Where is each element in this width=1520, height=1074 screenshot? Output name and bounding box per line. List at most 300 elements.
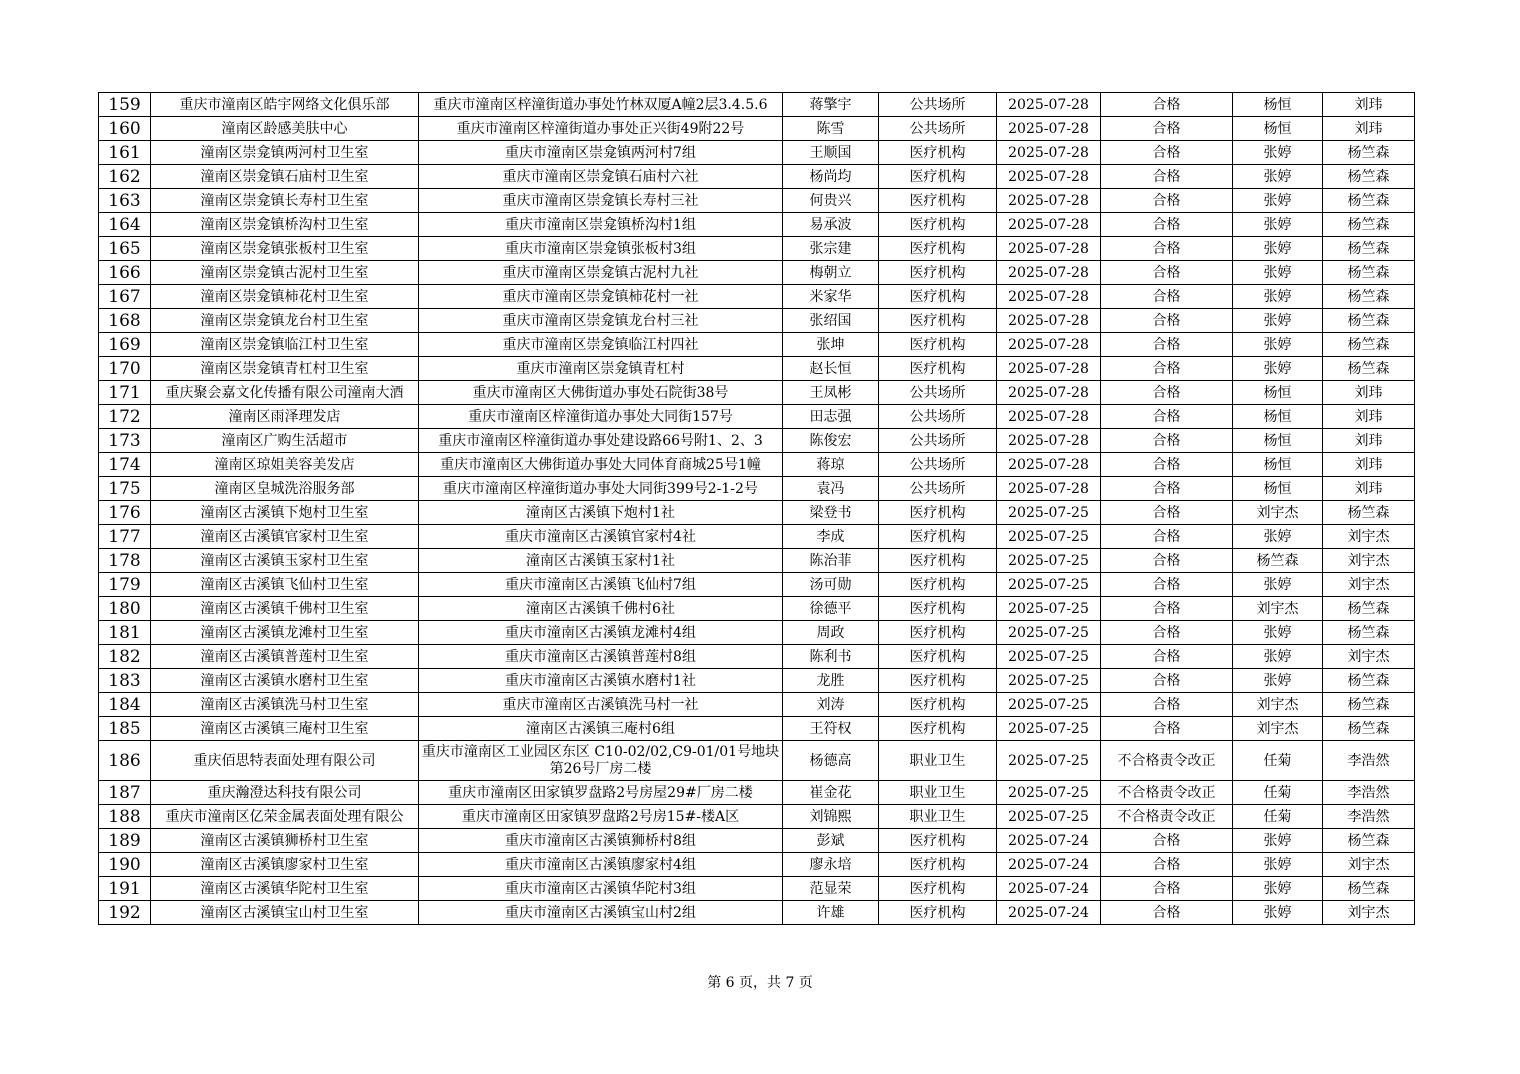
inspector-2-cell: 刘玮: [1323, 453, 1415, 477]
inspector-2-cell: 刘玮: [1323, 117, 1415, 141]
table-row: [99, 93, 1415, 117]
entity-name-cell: 潼南区龄感美肤中心: [151, 117, 419, 141]
inspection-date-cell: 2025-07-25: [997, 597, 1101, 621]
entity-name-cell: 潼南区崇龛镇长寿村卫生室: [151, 189, 419, 213]
inspector-1-cell: 刘宇杰: [1233, 693, 1323, 717]
category-cell: 医疗机构: [879, 717, 997, 741]
category-cell: 医疗机构: [879, 165, 997, 189]
entity-name-cell: 潼南区古溪镇官家村卫生室: [151, 525, 419, 549]
inspector-1-cell: 刘宇杰: [1233, 501, 1323, 525]
inspection-result-cell: 合格: [1101, 165, 1233, 189]
inspector-2-cell: 杨竺森: [1323, 717, 1415, 741]
category-cell: 医疗机构: [879, 285, 997, 309]
inspection-result-cell: 合格: [1101, 333, 1233, 357]
entity-name-cell: 潼南区崇龛镇临江村卫生室: [151, 333, 419, 357]
inspector-1-cell: 张婷: [1233, 237, 1323, 261]
table-body: [99, 93, 1415, 925]
address-cell: 重庆市潼南区崇龛镇两河村7组: [419, 141, 783, 165]
category-cell: 职业卫生: [879, 805, 997, 829]
inspector-2-cell: 杨竺森: [1323, 669, 1415, 693]
table-row: [99, 501, 1415, 525]
category-cell: 医疗机构: [879, 853, 997, 877]
category-cell: 公共场所: [879, 453, 997, 477]
row-number-cell: 161: [99, 141, 151, 165]
table-row: [99, 165, 1415, 189]
entity-name-cell: 潼南区古溪镇玉家村卫生室: [151, 549, 419, 573]
inspector-2-cell: 李浩然: [1323, 781, 1415, 805]
inspection-date-cell: 2025-07-28: [997, 381, 1101, 405]
entity-name-cell: 重庆聚会嘉文化传播有限公司潼南大酒: [151, 381, 419, 405]
inspection-result-cell: 合格: [1101, 357, 1233, 381]
inspection-result-cell: 合格: [1101, 621, 1233, 645]
table-row: [99, 573, 1415, 597]
inspector-1-cell: 杨恒: [1233, 93, 1323, 117]
row-number-cell: 174: [99, 453, 151, 477]
address-cell: 重庆市潼南区梓潼街道办事处大同街399号2-1-2号: [419, 477, 783, 501]
table-row: [99, 717, 1415, 741]
responsible-person-cell: 张坤: [783, 333, 879, 357]
category-cell: 医疗机构: [879, 645, 997, 669]
address-cell: 重庆市潼南区崇龛镇张板村3组: [419, 237, 783, 261]
entity-name-cell: 重庆瀚澄达科技有限公司: [151, 781, 419, 805]
table-row: [99, 213, 1415, 237]
inspector-1-cell: 张婷: [1233, 853, 1323, 877]
inspector-2-cell: 李浩然: [1323, 741, 1415, 781]
category-cell: 医疗机构: [879, 669, 997, 693]
inspection-result-cell: 合格: [1101, 117, 1233, 141]
entity-name-cell: 潼南区古溪镇宝山村卫生室: [151, 901, 419, 925]
category-cell: 医疗机构: [879, 357, 997, 381]
inspector-1-cell: 张婷: [1233, 901, 1323, 925]
inspection-date-cell: 2025-07-28: [997, 477, 1101, 501]
inspector-1-cell: 刘宇杰: [1233, 597, 1323, 621]
table-row: [99, 645, 1415, 669]
inspector-1-cell: 张婷: [1233, 261, 1323, 285]
row-number-cell: 189: [99, 829, 151, 853]
inspection-date-cell: 2025-07-25: [997, 525, 1101, 549]
inspection-result-cell: 合格: [1101, 669, 1233, 693]
inspector-2-cell: 杨竺森: [1323, 141, 1415, 165]
inspection-result-cell: 合格: [1101, 93, 1233, 117]
responsible-person-cell: 许雄: [783, 901, 879, 925]
inspection-result-cell: 不合格责令改正: [1101, 781, 1233, 805]
entity-name-cell: 潼南区古溪镇三庵村卫生室: [151, 717, 419, 741]
table-row: [99, 453, 1415, 477]
responsible-person-cell: 王凤彬: [783, 381, 879, 405]
inspector-2-cell: 杨竺森: [1323, 285, 1415, 309]
inspector-2-cell: 杨竺森: [1323, 165, 1415, 189]
inspection-date-cell: 2025-07-25: [997, 501, 1101, 525]
inspection-date-cell: 2025-07-25: [997, 717, 1101, 741]
category-cell: 医疗机构: [879, 237, 997, 261]
responsible-person-cell: 陈治菲: [783, 549, 879, 573]
inspection-result-cell: 合格: [1101, 309, 1233, 333]
table-row: [99, 741, 1415, 781]
inspector-2-cell: 刘玮: [1323, 93, 1415, 117]
category-cell: 医疗机构: [879, 189, 997, 213]
inspection-date-cell: 2025-07-28: [997, 429, 1101, 453]
inspection-date-cell: 2025-07-25: [997, 645, 1101, 669]
row-number-cell: 177: [99, 525, 151, 549]
address-cell: 重庆市潼南区古溪镇狮桥村8组: [419, 829, 783, 853]
row-number-cell: 163: [99, 189, 151, 213]
row-number-cell: 167: [99, 285, 151, 309]
responsible-person-cell: 王符权: [783, 717, 879, 741]
inspection-result-cell: 合格: [1101, 549, 1233, 573]
inspection-date-cell: 2025-07-25: [997, 621, 1101, 645]
inspector-1-cell: 杨恒: [1233, 453, 1323, 477]
entity-name-cell: 潼南区崇龛镇桥沟村卫生室: [151, 213, 419, 237]
inspection-date-cell: 2025-07-25: [997, 573, 1101, 597]
inspector-2-cell: 刘宇杰: [1323, 853, 1415, 877]
responsible-person-cell: 张宗建: [783, 237, 879, 261]
inspector-2-cell: 杨竺森: [1323, 877, 1415, 901]
inspection-date-cell: 2025-07-25: [997, 741, 1101, 781]
inspection-result-cell: 合格: [1101, 501, 1233, 525]
row-number-cell: 185: [99, 717, 151, 741]
address-cell: 重庆市潼南区梓潼街道办事处正兴街49附22号: [419, 117, 783, 141]
inspection-result-cell: 合格: [1101, 453, 1233, 477]
inspection-result-cell: 合格: [1101, 693, 1233, 717]
inspector-2-cell: 刘宇杰: [1323, 525, 1415, 549]
responsible-person-cell: 袁冯: [783, 477, 879, 501]
category-cell: 医疗机构: [879, 309, 997, 333]
row-number-cell: 192: [99, 901, 151, 925]
inspection-date-cell: 2025-07-28: [997, 453, 1101, 477]
responsible-person-cell: 杨德高: [783, 741, 879, 781]
address-cell: 重庆市潼南区古溪镇飞仙村7组: [419, 573, 783, 597]
row-number-cell: 181: [99, 621, 151, 645]
entity-name-cell: 潼南区广购生活超市: [151, 429, 419, 453]
inspection-date-cell: 2025-07-24: [997, 853, 1101, 877]
address-cell: 重庆市潼南区古溪镇宝山村2组: [419, 901, 783, 925]
responsible-person-cell: 米家华: [783, 285, 879, 309]
address-cell: 重庆市潼南区工业园区东区 C10-02/02,C9-01/01号地块第26号厂房二楼: [419, 741, 783, 781]
inspector-1-cell: 张婷: [1233, 165, 1323, 189]
inspector-1-cell: 任菊: [1233, 741, 1323, 781]
table-row: [99, 141, 1415, 165]
inspector-2-cell: 刘宇杰: [1323, 645, 1415, 669]
address-cell: 重庆市潼南区古溪镇廖家村4组: [419, 853, 783, 877]
address-cell: 重庆市潼南区田家镇罗盘路2号房屋29#厂房二楼: [419, 781, 783, 805]
address-cell: 重庆市潼南区古溪镇水磨村1社: [419, 669, 783, 693]
inspector-1-cell: 刘宇杰: [1233, 717, 1323, 741]
inspection-date-cell: 2025-07-24: [997, 901, 1101, 925]
address-cell: 重庆市潼南区梓潼街道办事处竹林双厦A幢2层3.4.5.6: [419, 93, 783, 117]
address-cell: 潼南区古溪镇三庵村6组: [419, 717, 783, 741]
entity-name-cell: 潼南区皇城洗浴服务部: [151, 477, 419, 501]
entity-name-cell: 潼南区古溪镇千佛村卫生室: [151, 597, 419, 621]
address-cell: 重庆市潼南区古溪镇龙滩村4组: [419, 621, 783, 645]
responsible-person-cell: 王顺国: [783, 141, 879, 165]
category-cell: 公共场所: [879, 477, 997, 501]
inspection-result-cell: 合格: [1101, 853, 1233, 877]
inspector-2-cell: 刘玮: [1323, 405, 1415, 429]
inspection-date-cell: 2025-07-28: [997, 93, 1101, 117]
inspection-date-cell: 2025-07-28: [997, 117, 1101, 141]
entity-name-cell: 潼南区古溪镇下炮村卫生室: [151, 501, 419, 525]
inspection-result-cell: 合格: [1101, 237, 1233, 261]
inspection-result-cell: 合格: [1101, 141, 1233, 165]
inspector-2-cell: 杨竺森: [1323, 829, 1415, 853]
inspector-2-cell: 杨竺森: [1323, 357, 1415, 381]
category-cell: 医疗机构: [879, 333, 997, 357]
responsible-person-cell: 范显荣: [783, 877, 879, 901]
inspector-1-cell: 张婷: [1233, 645, 1323, 669]
entity-name-cell: 潼南区古溪镇龙滩村卫生室: [151, 621, 419, 645]
inspection-date-cell: 2025-07-28: [997, 165, 1101, 189]
inspector-1-cell: 张婷: [1233, 877, 1323, 901]
row-number-cell: 175: [99, 477, 151, 501]
responsible-person-cell: 田志强: [783, 405, 879, 429]
responsible-person-cell: 陈俊宏: [783, 429, 879, 453]
responsible-person-cell: 刘锦熙: [783, 805, 879, 829]
category-cell: 医疗机构: [879, 597, 997, 621]
row-number-cell: 191: [99, 877, 151, 901]
entity-name-cell: 潼南区崇龛镇石庙村卫生室: [151, 165, 419, 189]
address-cell: 重庆市潼南区崇龛镇青杠村: [419, 357, 783, 381]
address-cell: 重庆市潼南区崇龛镇临江村四社: [419, 333, 783, 357]
responsible-person-cell: 龙胜: [783, 669, 879, 693]
inspection-date-cell: 2025-07-28: [997, 309, 1101, 333]
inspection-date-cell: 2025-07-28: [997, 189, 1101, 213]
responsible-person-cell: 周政: [783, 621, 879, 645]
inspection-result-cell: 合格: [1101, 901, 1233, 925]
category-cell: 医疗机构: [879, 693, 997, 717]
address-cell: 重庆市潼南区大佛街道办事处石院街38号: [419, 381, 783, 405]
category-cell: 职业卫生: [879, 741, 997, 781]
inspection-date-cell: 2025-07-28: [997, 285, 1101, 309]
table-row: [99, 117, 1415, 141]
inspector-1-cell: 张婷: [1233, 525, 1323, 549]
inspector-1-cell: 张婷: [1233, 285, 1323, 309]
inspector-1-cell: 张婷: [1233, 309, 1323, 333]
entity-name-cell: 重庆佰思特表面处理有限公司: [151, 741, 419, 781]
inspection-result-cell: 合格: [1101, 381, 1233, 405]
inspection-date-cell: 2025-07-25: [997, 781, 1101, 805]
address-cell: 重庆市潼南区崇龛镇柿花村一社: [419, 285, 783, 309]
inspection-date-cell: 2025-07-28: [997, 213, 1101, 237]
entity-name-cell: 潼南区琼姐美容美发店: [151, 453, 419, 477]
responsible-person-cell: 彭斌: [783, 829, 879, 853]
inspection-result-cell: 合格: [1101, 645, 1233, 669]
entity-name-cell: 潼南区崇龛镇张板村卫生室: [151, 237, 419, 261]
table-row: [99, 621, 1415, 645]
inspector-2-cell: 杨竺森: [1323, 333, 1415, 357]
table-row: [99, 285, 1415, 309]
inspection-result-cell: 合格: [1101, 405, 1233, 429]
inspection-date-cell: 2025-07-28: [997, 405, 1101, 429]
entity-name-cell: 潼南区崇龛镇柿花村卫生室: [151, 285, 419, 309]
inspection-result-cell: 合格: [1101, 717, 1233, 741]
table-row: [99, 309, 1415, 333]
responsible-person-cell: 蒋琼: [783, 453, 879, 477]
row-number-cell: 164: [99, 213, 151, 237]
address-cell: 潼南区古溪镇下炮村1社: [419, 501, 783, 525]
category-cell: 公共场所: [879, 93, 997, 117]
inspector-1-cell: 张婷: [1233, 669, 1323, 693]
inspector-1-cell: 杨恒: [1233, 477, 1323, 501]
row-number-cell: 165: [99, 237, 151, 261]
address-cell: 潼南区古溪镇千佛村6社: [419, 597, 783, 621]
inspector-2-cell: 杨竺森: [1323, 309, 1415, 333]
inspection-result-cell: 合格: [1101, 285, 1233, 309]
inspection-result-cell: 合格: [1101, 189, 1233, 213]
entity-name-cell: 潼南区古溪镇廖家村卫生室: [151, 853, 419, 877]
category-cell: 公共场所: [879, 381, 997, 405]
table-row: [99, 381, 1415, 405]
table-row: [99, 477, 1415, 501]
entity-name-cell: 潼南区崇龛镇两河村卫生室: [151, 141, 419, 165]
inspection-date-cell: 2025-07-28: [997, 141, 1101, 165]
table-row: [99, 669, 1415, 693]
row-number-cell: 173: [99, 429, 151, 453]
inspector-1-cell: 杨恒: [1233, 429, 1323, 453]
inspection-date-cell: 2025-07-25: [997, 549, 1101, 573]
row-number-cell: 178: [99, 549, 151, 573]
address-cell: 重庆市潼南区古溪镇华陀村3组: [419, 877, 783, 901]
inspector-1-cell: 张婷: [1233, 333, 1323, 357]
inspector-1-cell: 张婷: [1233, 573, 1323, 597]
inspection-result-cell: 合格: [1101, 877, 1233, 901]
inspection-result-cell: 合格: [1101, 213, 1233, 237]
inspection-date-cell: 2025-07-25: [997, 669, 1101, 693]
entity-name-cell: 潼南区崇龛镇龙台村卫生室: [151, 309, 419, 333]
table-row: [99, 189, 1415, 213]
entity-name-cell: 潼南区古溪镇飞仙村卫生室: [151, 573, 419, 597]
inspection-date-cell: 2025-07-28: [997, 237, 1101, 261]
inspection-date-cell: 2025-07-28: [997, 261, 1101, 285]
table-row: [99, 237, 1415, 261]
inspection-result-cell: 不合格责令改正: [1101, 741, 1233, 781]
category-cell: 医疗机构: [879, 525, 997, 549]
inspector-1-cell: 杨恒: [1233, 405, 1323, 429]
entity-name-cell: 潼南区崇龛镇古泥村卫生室: [151, 261, 419, 285]
table-row: [99, 261, 1415, 285]
category-cell: 医疗机构: [879, 901, 997, 925]
table-row: [99, 333, 1415, 357]
category-cell: 医疗机构: [879, 549, 997, 573]
inspector-1-cell: 张婷: [1233, 189, 1323, 213]
responsible-person-cell: 刘涛: [783, 693, 879, 717]
address-cell: 重庆市潼南区古溪镇官家村4社: [419, 525, 783, 549]
inspection-result-cell: 合格: [1101, 525, 1233, 549]
address-cell: 重庆市潼南区崇龛镇古泥村九社: [419, 261, 783, 285]
inspection-result-cell: 不合格责令改正: [1101, 805, 1233, 829]
table-row: [99, 781, 1415, 805]
inspection-result-cell: 合格: [1101, 829, 1233, 853]
responsible-person-cell: 崔金花: [783, 781, 879, 805]
row-number-cell: 184: [99, 693, 151, 717]
address-cell: 重庆市潼南区崇龛镇石庙村六社: [419, 165, 783, 189]
responsible-person-cell: 梅朝立: [783, 261, 879, 285]
row-number-cell: 159: [99, 93, 151, 117]
category-cell: 医疗机构: [879, 573, 997, 597]
inspector-2-cell: 杨竺森: [1323, 693, 1415, 717]
inspector-2-cell: 刘玮: [1323, 429, 1415, 453]
category-cell: 医疗机构: [879, 829, 997, 853]
entity-name-cell: 潼南区古溪镇洗马村卫生室: [151, 693, 419, 717]
table-row: [99, 549, 1415, 573]
address-cell: 重庆市潼南区崇龛镇桥沟村1组: [419, 213, 783, 237]
row-number-cell: 160: [99, 117, 151, 141]
inspection-table: [98, 92, 1415, 925]
inspector-1-cell: 杨恒: [1233, 117, 1323, 141]
row-number-cell: 162: [99, 165, 151, 189]
inspector-2-cell: 杨竺森: [1323, 501, 1415, 525]
category-cell: 医疗机构: [879, 501, 997, 525]
row-number-cell: 172: [99, 405, 151, 429]
address-cell: 重庆市潼南区古溪镇洗马村一社: [419, 693, 783, 717]
row-number-cell: 170: [99, 357, 151, 381]
responsible-person-cell: 梁登书: [783, 501, 879, 525]
entity-name-cell: 潼南区雨泽理发店: [151, 405, 419, 429]
address-cell: 重庆市潼南区梓潼街道办事处大同街157号: [419, 405, 783, 429]
category-cell: 医疗机构: [879, 877, 997, 901]
address-cell: 重庆市潼南区古溪镇普莲村8组: [419, 645, 783, 669]
entity-name-cell: 潼南区古溪镇水磨村卫生室: [151, 669, 419, 693]
inspection-date-cell: 2025-07-25: [997, 805, 1101, 829]
inspector-2-cell: 杨竺森: [1323, 261, 1415, 285]
inspection-date-cell: 2025-07-28: [997, 333, 1101, 357]
row-number-cell: 176: [99, 501, 151, 525]
inspector-1-cell: 杨竺森: [1233, 549, 1323, 573]
inspector-2-cell: 杨竺森: [1323, 189, 1415, 213]
table-row: [99, 405, 1415, 429]
inspection-date-cell: 2025-07-25: [997, 693, 1101, 717]
inspection-result-cell: 合格: [1101, 429, 1233, 453]
responsible-person-cell: 陈雪: [783, 117, 879, 141]
inspector-2-cell: 刘玮: [1323, 477, 1415, 501]
inspector-1-cell: 张婷: [1233, 141, 1323, 165]
table-row: [99, 901, 1415, 925]
category-cell: 公共场所: [879, 117, 997, 141]
row-number-cell: 171: [99, 381, 151, 405]
category-cell: 医疗机构: [879, 213, 997, 237]
responsible-person-cell: 陈利书: [783, 645, 879, 669]
table-row: [99, 597, 1415, 621]
inspector-1-cell: 张婷: [1233, 213, 1323, 237]
row-number-cell: 188: [99, 805, 151, 829]
entity-name-cell: 重庆市潼南区亿荣金属表面处理有限公: [151, 805, 419, 829]
row-number-cell: 186: [99, 741, 151, 781]
responsible-person-cell: 赵长恒: [783, 357, 879, 381]
inspection-date-cell: 2025-07-28: [997, 357, 1101, 381]
row-number-cell: 169: [99, 333, 151, 357]
entity-name-cell: 潼南区古溪镇狮桥村卫生室: [151, 829, 419, 853]
responsible-person-cell: 廖永培: [783, 853, 879, 877]
row-number-cell: 166: [99, 261, 151, 285]
responsible-person-cell: 徐德平: [783, 597, 879, 621]
entity-name-cell: 潼南区古溪镇华陀村卫生室: [151, 877, 419, 901]
category-cell: 医疗机构: [879, 261, 997, 285]
inspector-1-cell: 张婷: [1233, 621, 1323, 645]
entity-name-cell: 潼南区崇龛镇青杠村卫生室: [151, 357, 419, 381]
address-cell: 潼南区古溪镇玉家村1社: [419, 549, 783, 573]
responsible-person-cell: 何贵兴: [783, 189, 879, 213]
row-number-cell: 183: [99, 669, 151, 693]
table-row: [99, 357, 1415, 381]
category-cell: 公共场所: [879, 405, 997, 429]
table-row: [99, 525, 1415, 549]
table-row: [99, 853, 1415, 877]
inspection-date-cell: 2025-07-24: [997, 877, 1101, 901]
inspector-2-cell: 刘宇杰: [1323, 901, 1415, 925]
address-cell: 重庆市潼南区田家镇罗盘路2号房15#-楼A区: [419, 805, 783, 829]
inspection-date-cell: 2025-07-24: [997, 829, 1101, 853]
inspection-result-cell: 合格: [1101, 573, 1233, 597]
responsible-person-cell: 杨尚均: [783, 165, 879, 189]
